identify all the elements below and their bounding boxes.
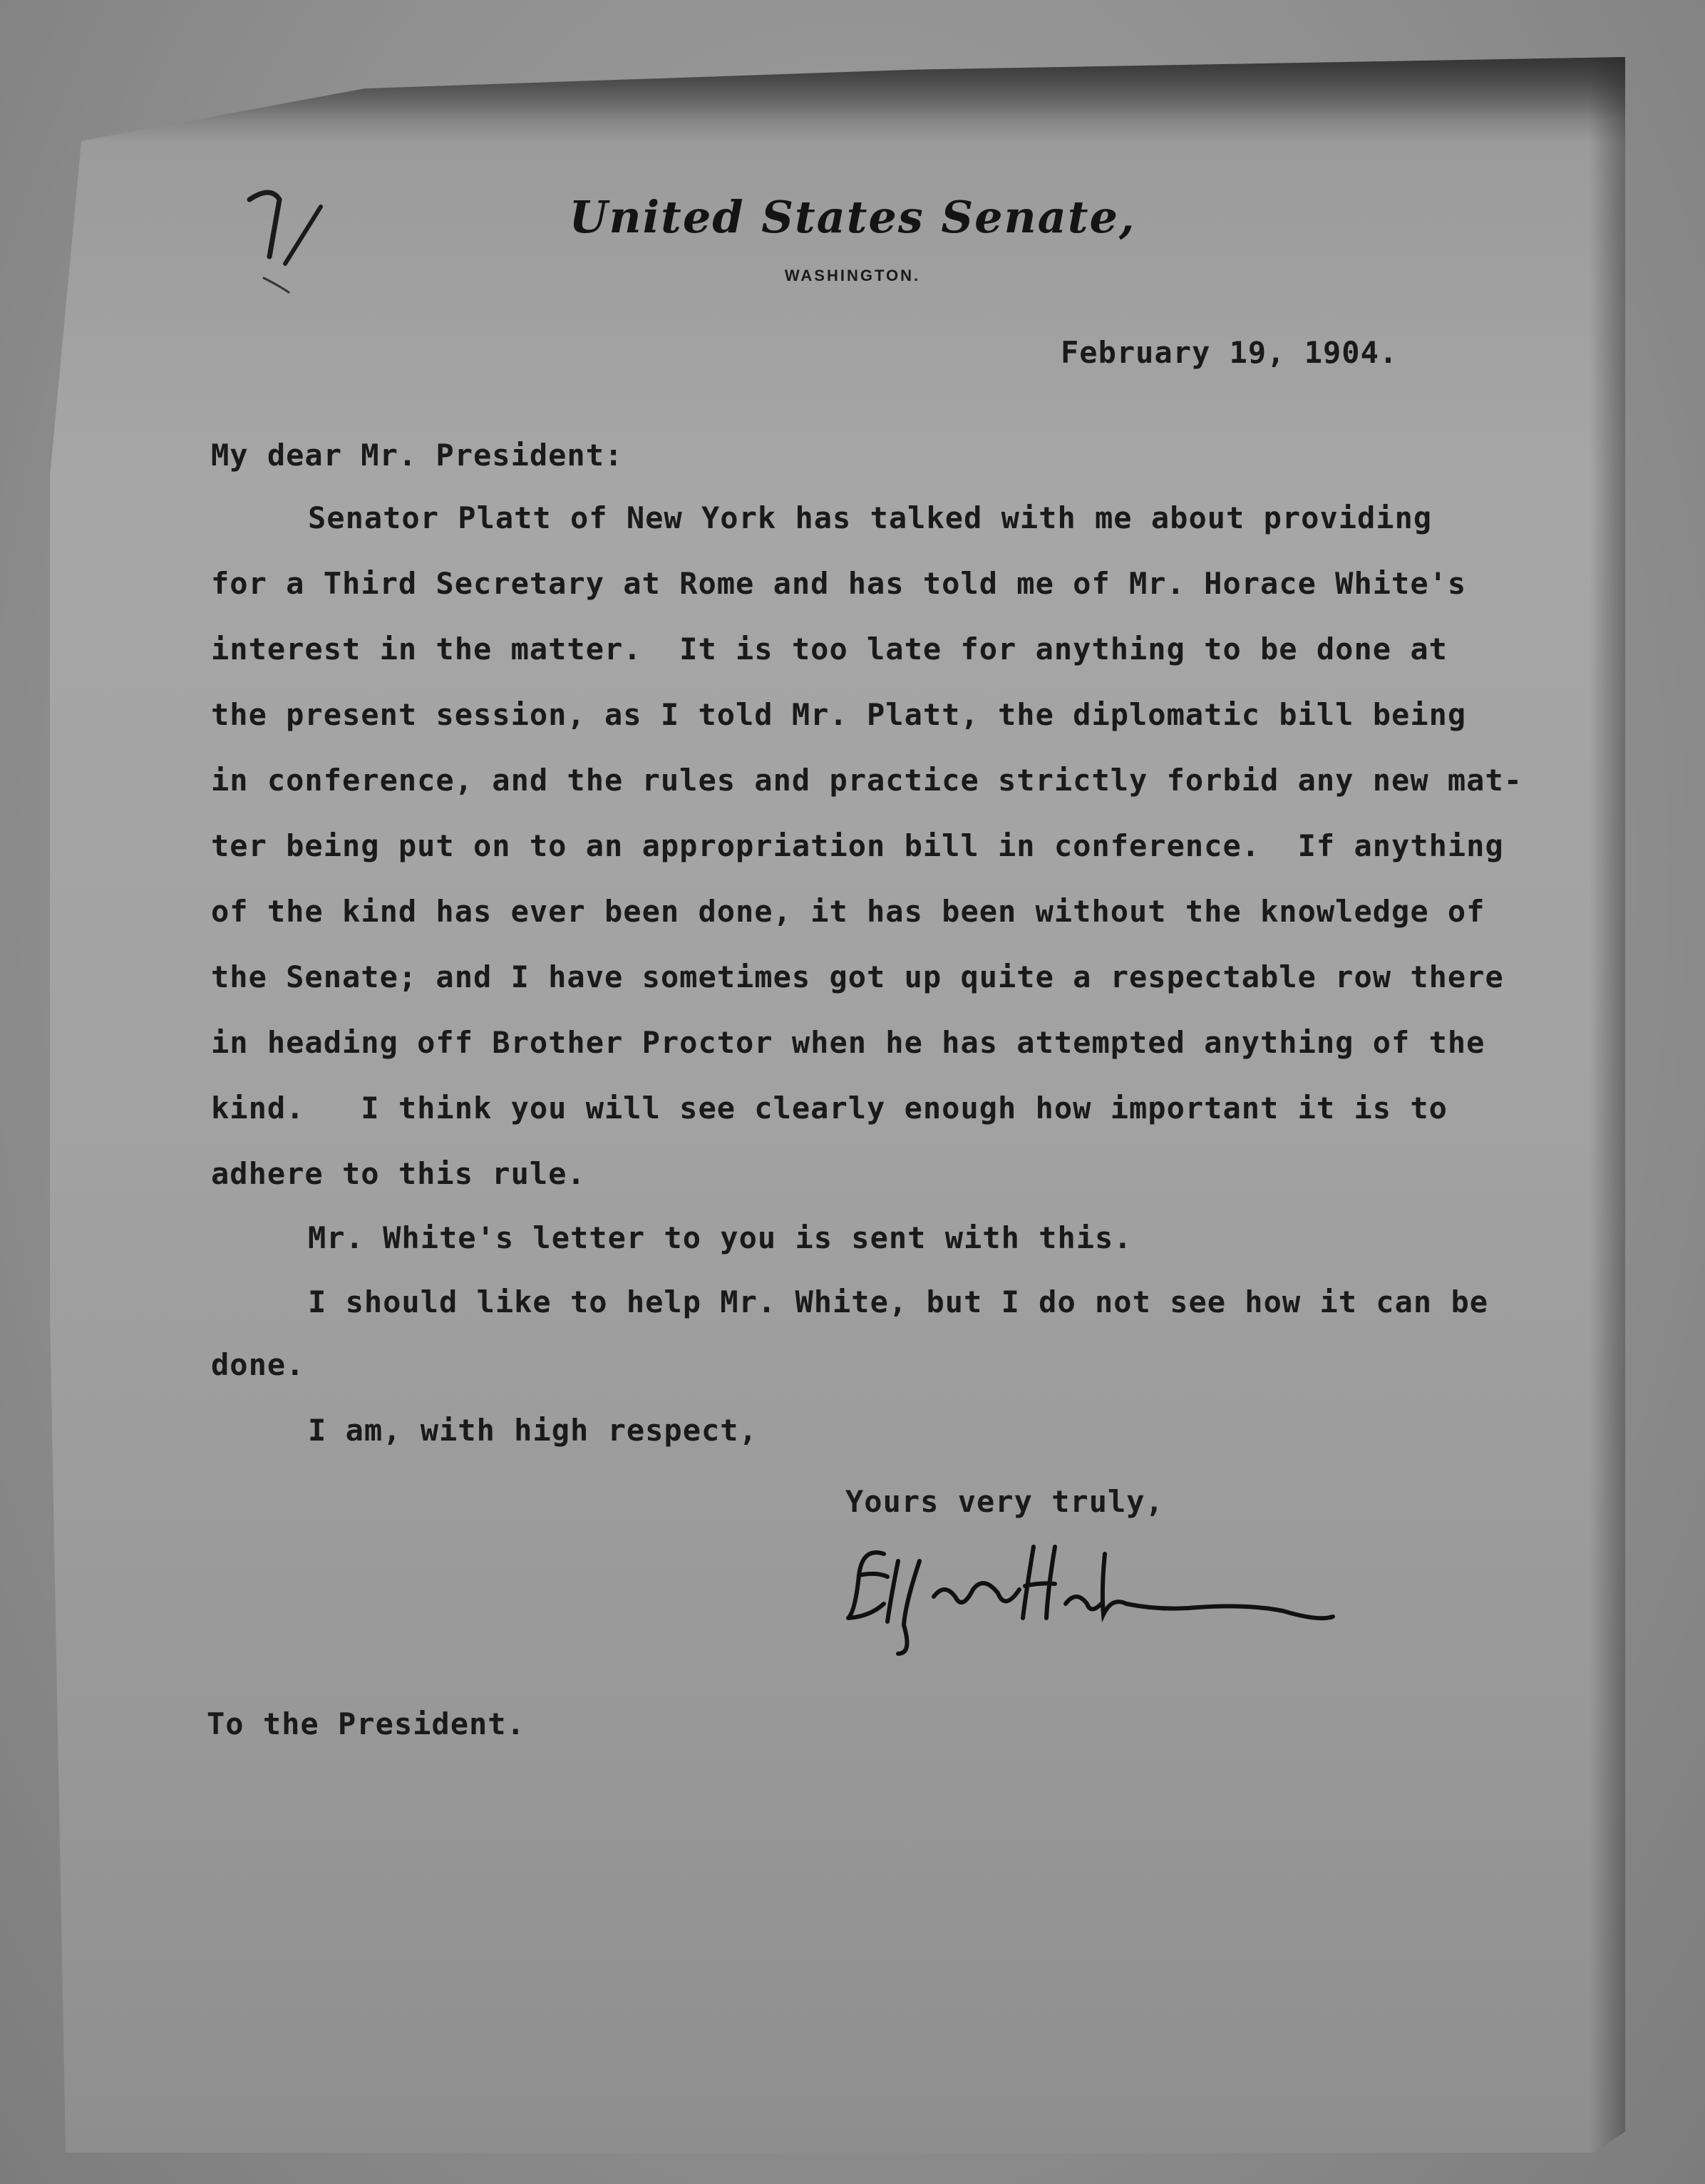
body-line: for a Third Secretary at Rome and has told me of Mr. Horace White's — [211, 566, 1467, 601]
salutation: My dear Mr. President: — [211, 438, 624, 473]
letterhead-title: United States Senate, — [569, 191, 1136, 243]
body-line: Mr. White's letter to you is sent with this. — [308, 1220, 1133, 1255]
sheet-right-edge — [1590, 57, 1625, 2153]
body-line: done. — [211, 1347, 305, 1382]
body-line: in conference, and the rules and practice strictly forbid any new mat- — [211, 763, 1523, 798]
closing: Yours very truly, — [845, 1484, 1164, 1519]
letterhead-city: WASHINGTON. — [784, 267, 921, 284]
body-line: Senator Platt of New York has talked with me about providing — [308, 500, 1433, 535]
body-line: adhere to this rule. — [211, 1156, 586, 1191]
body-line: I am, with high respect, — [308, 1413, 758, 1448]
body-line: I should like to help Mr. White, but I do not see how it can be — [308, 1284, 1489, 1319]
body-line: the present session, as I told Mr. Platt, the diplomatic bill being — [211, 697, 1467, 732]
body-line: of the kind has ever been done, it has been without the knowledge of — [211, 894, 1485, 929]
body-line: the Senate; and I have sometimes got up quite a respectable row there — [211, 959, 1504, 994]
letter-date: February 19, 1904. — [1061, 335, 1398, 370]
body-line: interest in the matter. It is too late for anything to be done at — [211, 632, 1448, 666]
body-line: ter being put on to an appropriation bill in conference. If anything — [211, 828, 1504, 863]
signature-image — [820, 1533, 1347, 1661]
addressee: To the President. — [207, 1706, 525, 1741]
body-line: kind. I think you will see clearly enough how important it is to — [211, 1091, 1448, 1126]
body-line: in heading off Brother Proctor when he has attempted anything of the — [211, 1025, 1485, 1060]
